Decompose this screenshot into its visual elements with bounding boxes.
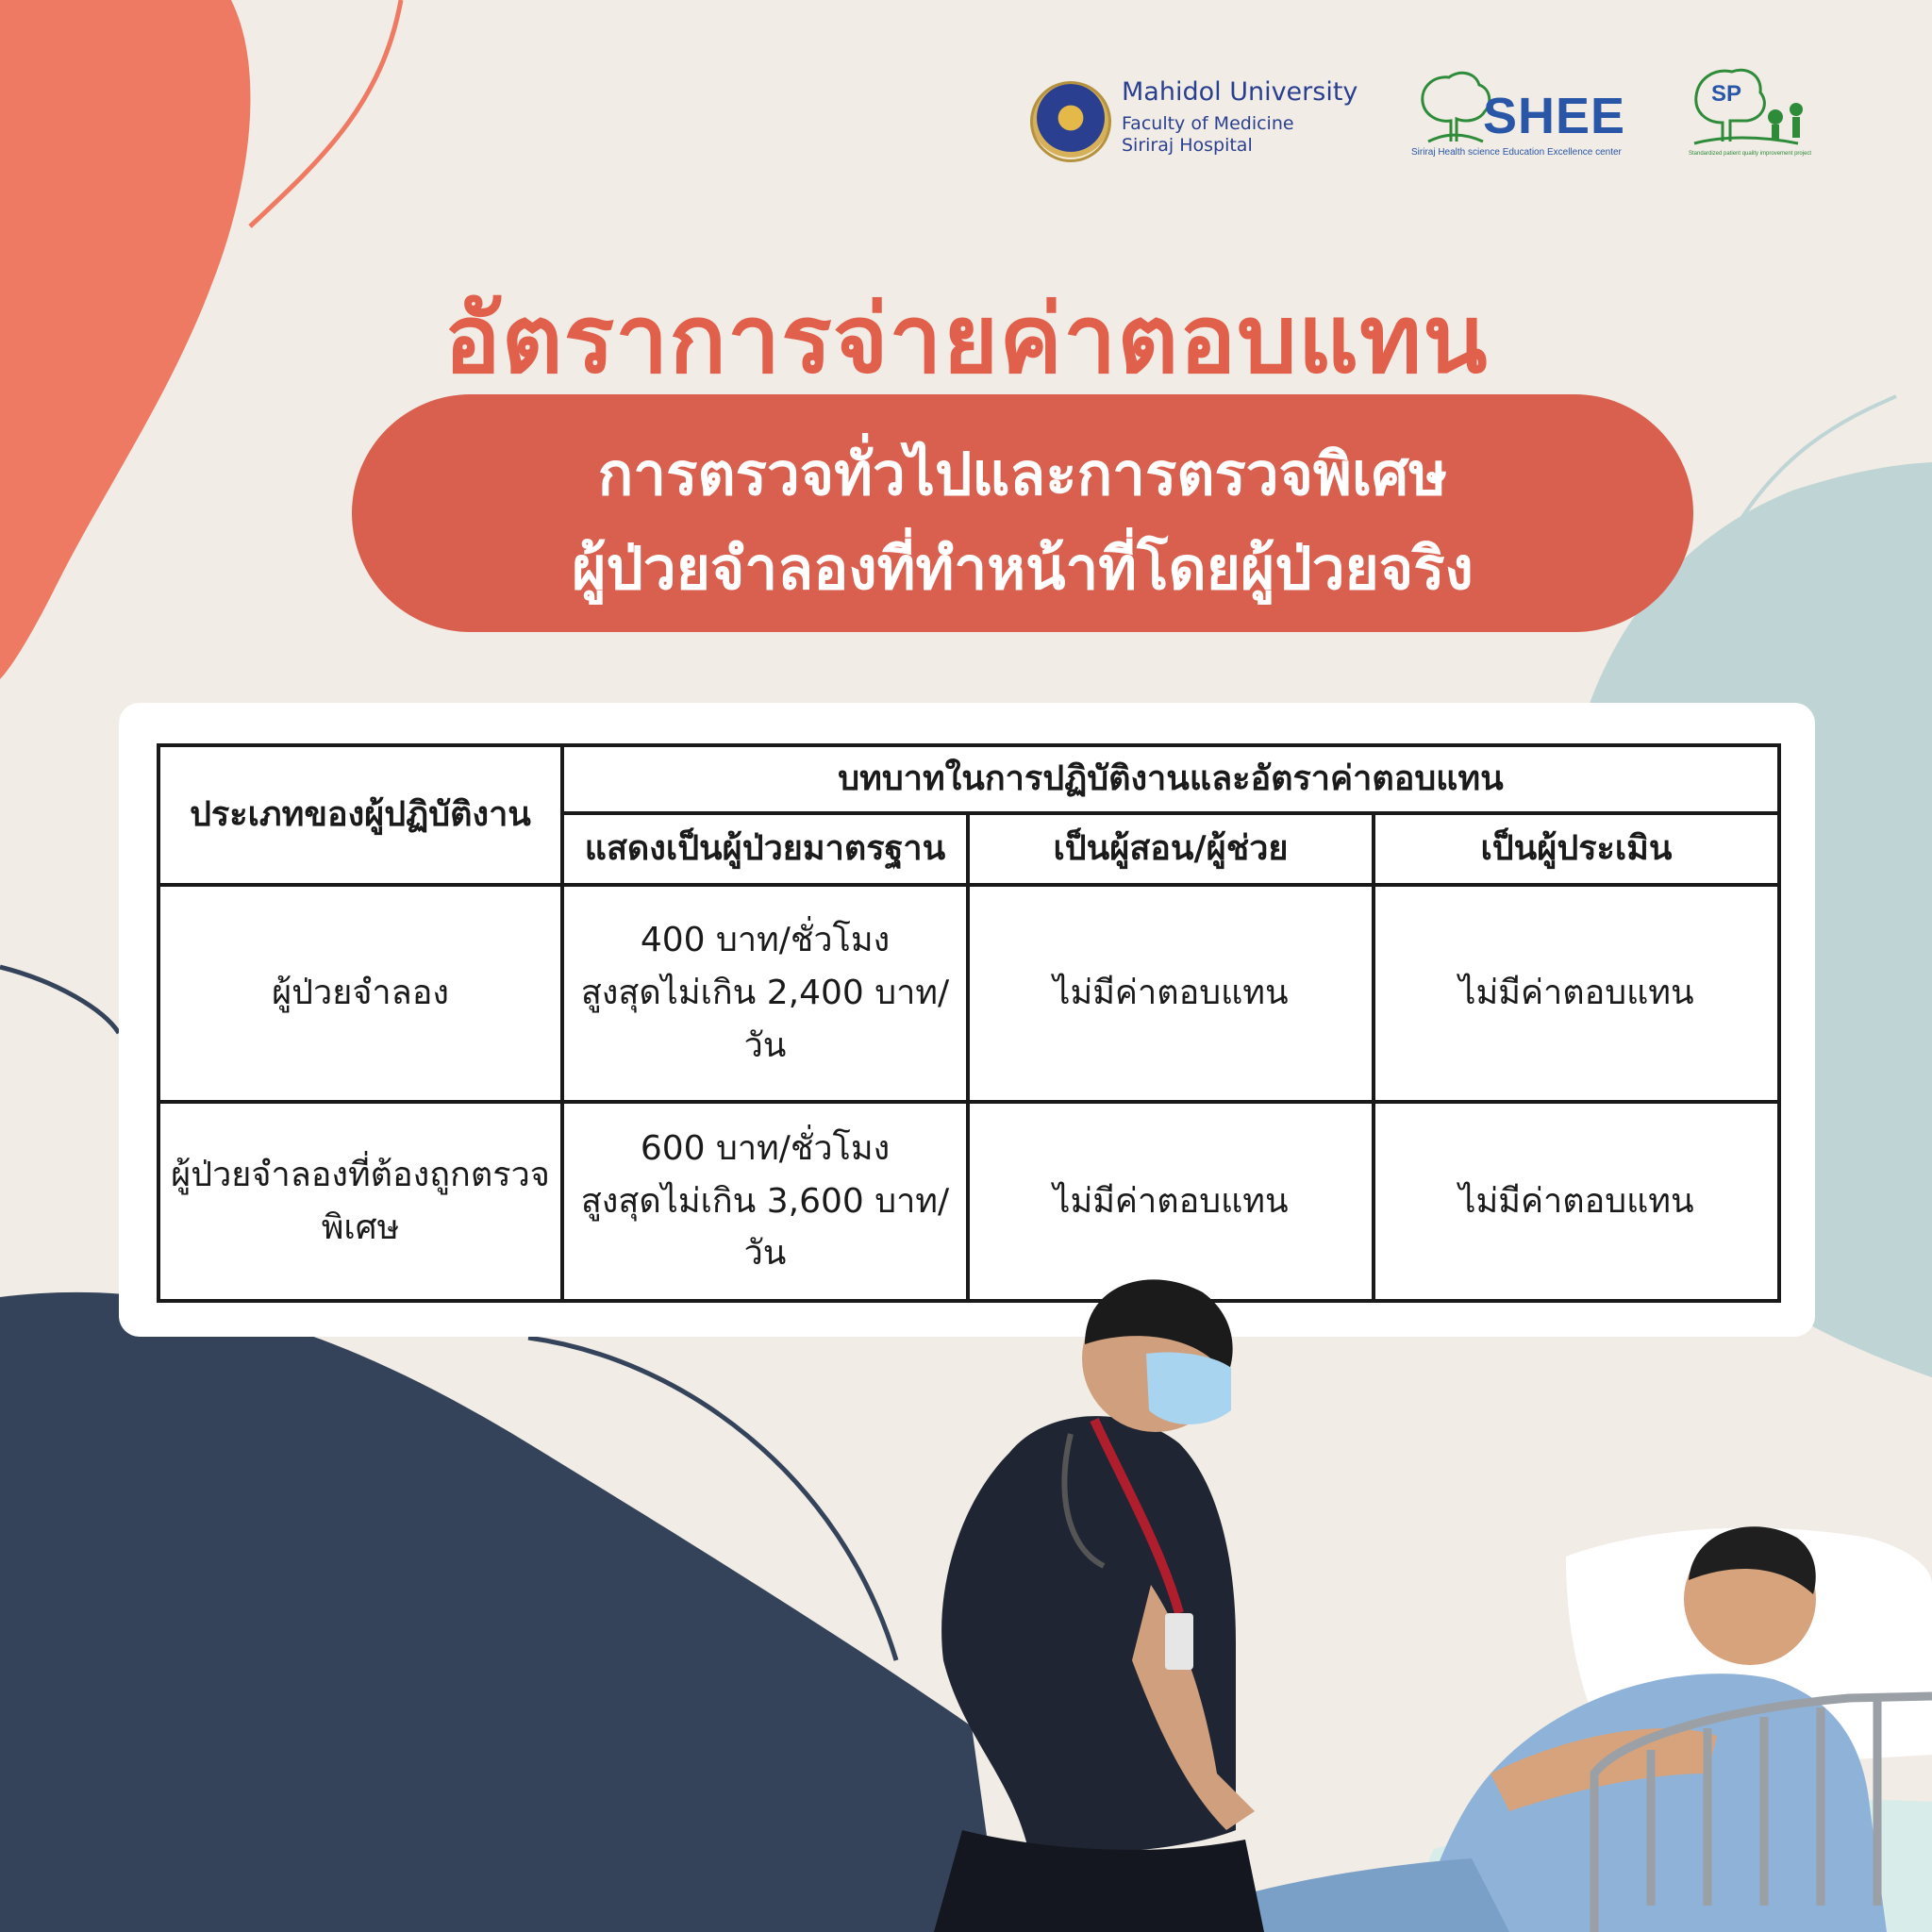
table-row	[158, 885, 1779, 1102]
row-type-line-1: ผู้ป่วยจำลองที่ต้องถูกตรวจ	[171, 1155, 550, 1194]
rate-cell	[562, 885, 968, 1102]
row-type-line-2: พิเศษ	[321, 1208, 400, 1247]
sp-tagline: Standardized patient quality improvement project	[1689, 151, 1812, 157]
row-type: ผู้ป่วยจำลอง	[272, 974, 449, 1013]
shee-logo	[1409, 66, 1628, 164]
table-header-row	[158, 745, 1779, 813]
id-badge	[1165, 1613, 1193, 1670]
sp-logo	[1685, 60, 1813, 164]
row-type-cell	[158, 885, 562, 1102]
subtitle-line-2: ผู้ป่วยจำลองที่ทำหน้าที่โดยผู้ป่วยจริง	[572, 534, 1474, 603]
hourly-rate: 600 บาท/ชั่วโมง	[640, 1128, 891, 1168]
hourly-rate: 400 บาท/ชั่วโมง	[640, 921, 891, 960]
mahidol-logo	[1030, 74, 1370, 168]
navy-blob	[0, 1292, 1000, 1932]
role-header-teacher: เป็นผู้สอน/ผู้ช่วย	[968, 813, 1374, 885]
teacher-pay: ไม่มีค่าตอบแทน	[1053, 974, 1289, 1013]
rate-table	[157, 743, 1781, 1303]
row-type-cell	[158, 1102, 562, 1301]
evaluator-cell	[1374, 885, 1779, 1102]
mahidol-hospital: Siriraj Hospital	[1122, 135, 1253, 156]
navy-curve-line	[0, 967, 119, 1033]
role-header-standard-patient: แสดงเป็นผู้ป่วยมาตรฐาน	[562, 813, 968, 885]
photo-doctor-with-patient	[906, 1245, 1932, 1932]
subtitle-line-1: การตรวจทั่วไปและการตรวจพิเศษ	[597, 440, 1448, 508]
coral-curve-line	[250, 0, 401, 226]
shee-tagline: Siriraj Health science Education Excellence center	[1411, 147, 1622, 158]
daily-cap: สูงสุดไม่เกิน 2,400 บาท/วัน	[580, 974, 950, 1065]
sp-tree-icon	[1685, 60, 1813, 164]
type-header: ประเภทของผู้ปฏิบัติงาน	[158, 745, 562, 885]
table-card	[119, 703, 1815, 1337]
daily-cap: สูงสุดไม่เกิน 3,600 บาท/วัน	[580, 1181, 950, 1274]
evaluator-pay: ไม่มีค่าตอบแทน	[1458, 1181, 1694, 1221]
page-title: อัตราการจ่ายค่าตอบแทน	[443, 284, 1489, 394]
evaluator-pay: ไม่มีค่าตอบแทน	[1458, 974, 1694, 1013]
sp-wordmark: SP	[1711, 81, 1742, 107]
subtitle-banner	[352, 394, 1693, 632]
shee-wordmark: SHEE	[1483, 88, 1626, 144]
mahidol-name: Mahidol University	[1122, 77, 1358, 107]
role-header-evaluator: เป็นผู้ประเมิน	[1374, 813, 1779, 885]
face-mask	[1146, 1352, 1231, 1424]
role-group-header: บทบาทในการปฏิบัติงานและอัตราค่าตอบแทน	[562, 745, 1779, 813]
teacher-pay: ไม่มีค่าตอบแทน	[1053, 1181, 1289, 1221]
teacher-cell	[968, 885, 1374, 1102]
mahidol-seal-icon	[1030, 81, 1111, 162]
mahidol-faculty: Faculty of Medicine	[1122, 113, 1294, 134]
